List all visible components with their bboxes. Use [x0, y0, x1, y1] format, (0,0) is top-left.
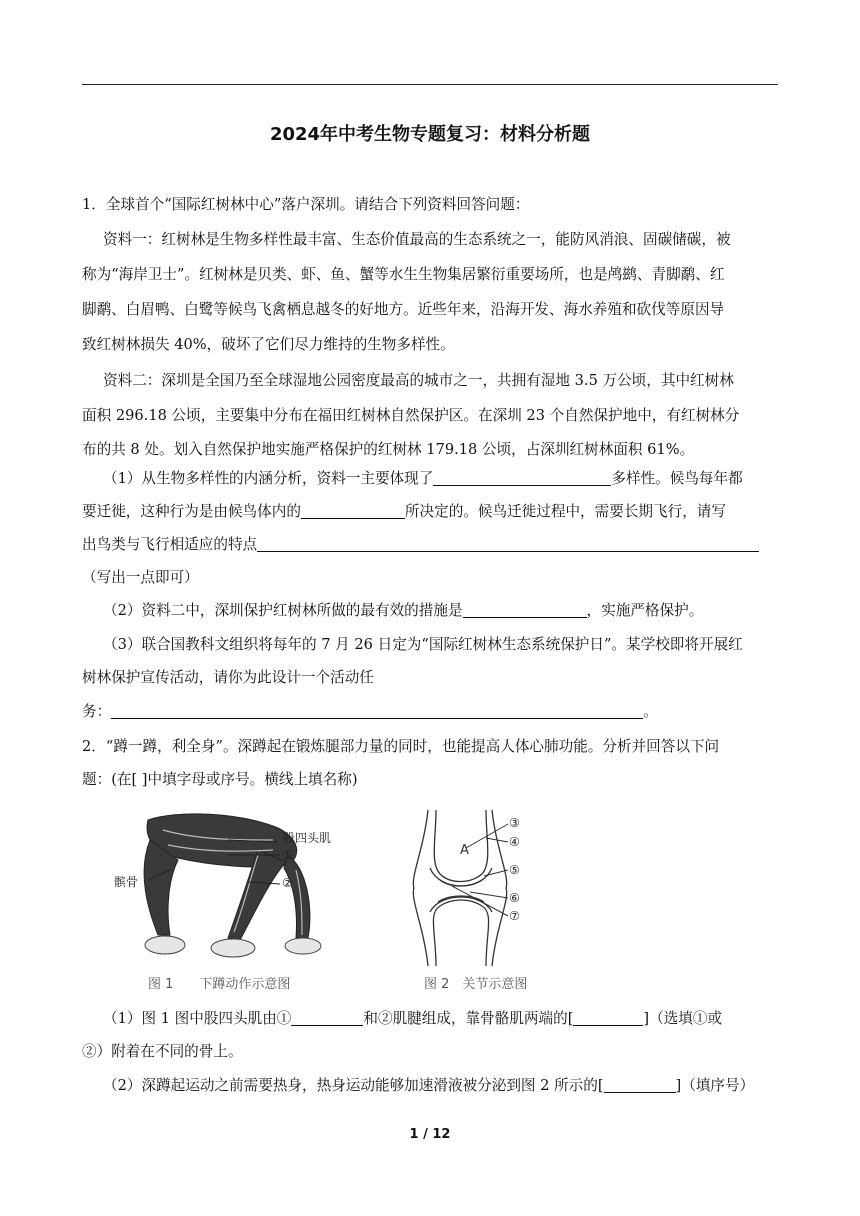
figure1-label-patella: 髌骨 — [114, 875, 139, 889]
q1-material1-line3: 脚鹬、白眉鸭、白鹭等候鸟飞禽栖息越冬的好地方。近些年来，沿海开发、海水养殖和砍伐等原因导 — [82, 301, 725, 318]
q1-material2-line1: 资料二：深圳是全国乃至全球湿地公园密度最高的城市之一，共拥有湿地 3.5 万公顷，其中红树林 — [103, 372, 734, 389]
q1-material1-line2: 称为“海岸卫士”。红树林是贝类、虾、鱼、蟹等水生生物集居繁衍重要场所，也是鸬鹚、青脚鹬、红 — [82, 266, 725, 283]
answer-blank[interactable] — [301, 503, 405, 519]
header-rule — [82, 84, 778, 85]
q2-intro-line2: 题：(在[ ]中填字母或序号。横线上填名称) — [82, 771, 358, 788]
figure2-joint-diagram — [400, 808, 540, 968]
q1-material2-line3: 布的共 8 处。划入自然保护地实施严格保护的红树林 179.18 公顷，占深圳红树林面积 61%。 — [82, 441, 695, 458]
q2-sub1-line1: （1）图 1 图中股四头肌由① 和②肌腱组成，靠骨骼肌两端的[ ]（选填①或 — [103, 1010, 723, 1027]
answer-blank[interactable] — [604, 1077, 676, 1093]
q2-sub1-line2: ②）附着在不同的骨上。 — [82, 1043, 243, 1060]
q1-material1-line1: 资料一：红树林是生物多样性最丰富、生态价值最高的生态系统之一，能防风消浪、固碳储碳，被 — [103, 231, 731, 248]
q1-sub1-line3: 出鸟类与飞行相适应的特点 — [82, 535, 759, 555]
answer-blank[interactable] — [463, 602, 587, 618]
figure2-caption: 图 2 关节示意图 — [424, 977, 528, 992]
q1-sub1-note: （写出一点即可） — [82, 569, 199, 586]
answer-blank[interactable] — [433, 470, 611, 486]
q1-sub1-line1: （1）从生物多样性的内涵分析，资料一主要体现了 多样性。候鸟每年都 — [103, 470, 743, 487]
q1-sub3-line3: 务： 。 — [82, 703, 658, 720]
page-number: 1 / 12 — [409, 1127, 451, 1142]
figure2-label-6: ⑥ — [509, 891, 520, 905]
q1-sub3-line2: 树林保护宣传活动，请你为此设计一个活动任 — [82, 669, 374, 686]
figure2-label-5: ⑤ — [509, 863, 520, 877]
figure1-label-muscle: 股四头肌 — [283, 831, 332, 845]
q1-material1-line4: 致红树林损失 40%，破坏了它们尽力维持的生物多样性。 — [82, 336, 455, 353]
page-title: 2024年中考生物专题复习：材料分析题 — [269, 124, 591, 145]
q1-material2-line2: 面积 296.18 公顷，主要集中分布在福田红树林自然保护区。在深圳 23 个自然保护地中，有红树林分 — [82, 407, 740, 424]
figure1-caption: 图 1 下蹲动作示意图 — [148, 977, 291, 992]
answer-blank[interactable] — [573, 1010, 643, 1026]
q2-intro-line1: 2．“蹲一蹲，利全身”。深蹲起在锻炼腿部力量的同时，也能提高人体心肺功能。分析并回答以下问 — [82, 738, 720, 755]
answer-blank[interactable] — [291, 1010, 363, 1026]
figure2-label-3: ③ — [509, 816, 520, 830]
q1-sub3-line1: （3）联合国教科文组织将每年的 7 月 26 日定为“国际红树林生态系统保护日”。某学校即将开展红 — [103, 636, 743, 653]
q1-sub2: （2）资料二中，深圳保护红树林所做的最有效的措施是 ，实施严格保护。 — [103, 602, 704, 619]
figure1-label-1: ① — [282, 848, 293, 862]
answer-blank[interactable] — [257, 536, 759, 552]
figure2-label-4: ④ — [509, 835, 520, 849]
q1-intro: 1．全球首个“国际红树林中心”落户深圳。请结合下列资料回答问题： — [82, 196, 530, 213]
answer-blank[interactable] — [111, 703, 643, 719]
figure1-label-2: ② — [282, 876, 293, 890]
figure2-A-label: A — [460, 843, 469, 858]
figure2-label-7: ⑦ — [509, 909, 520, 923]
q1-sub1-line2: 要迁徙，这种行为是由候鸟体内的 所决定的。候鸟迁徙过程中，需要长期飞行，请写 — [82, 503, 726, 520]
q2-sub2-line1: （2）深蹲起运动之前需要热身，热身运动能够加速滑液被分泌到图 2 所示的[ ]（填序号） — [103, 1077, 755, 1094]
